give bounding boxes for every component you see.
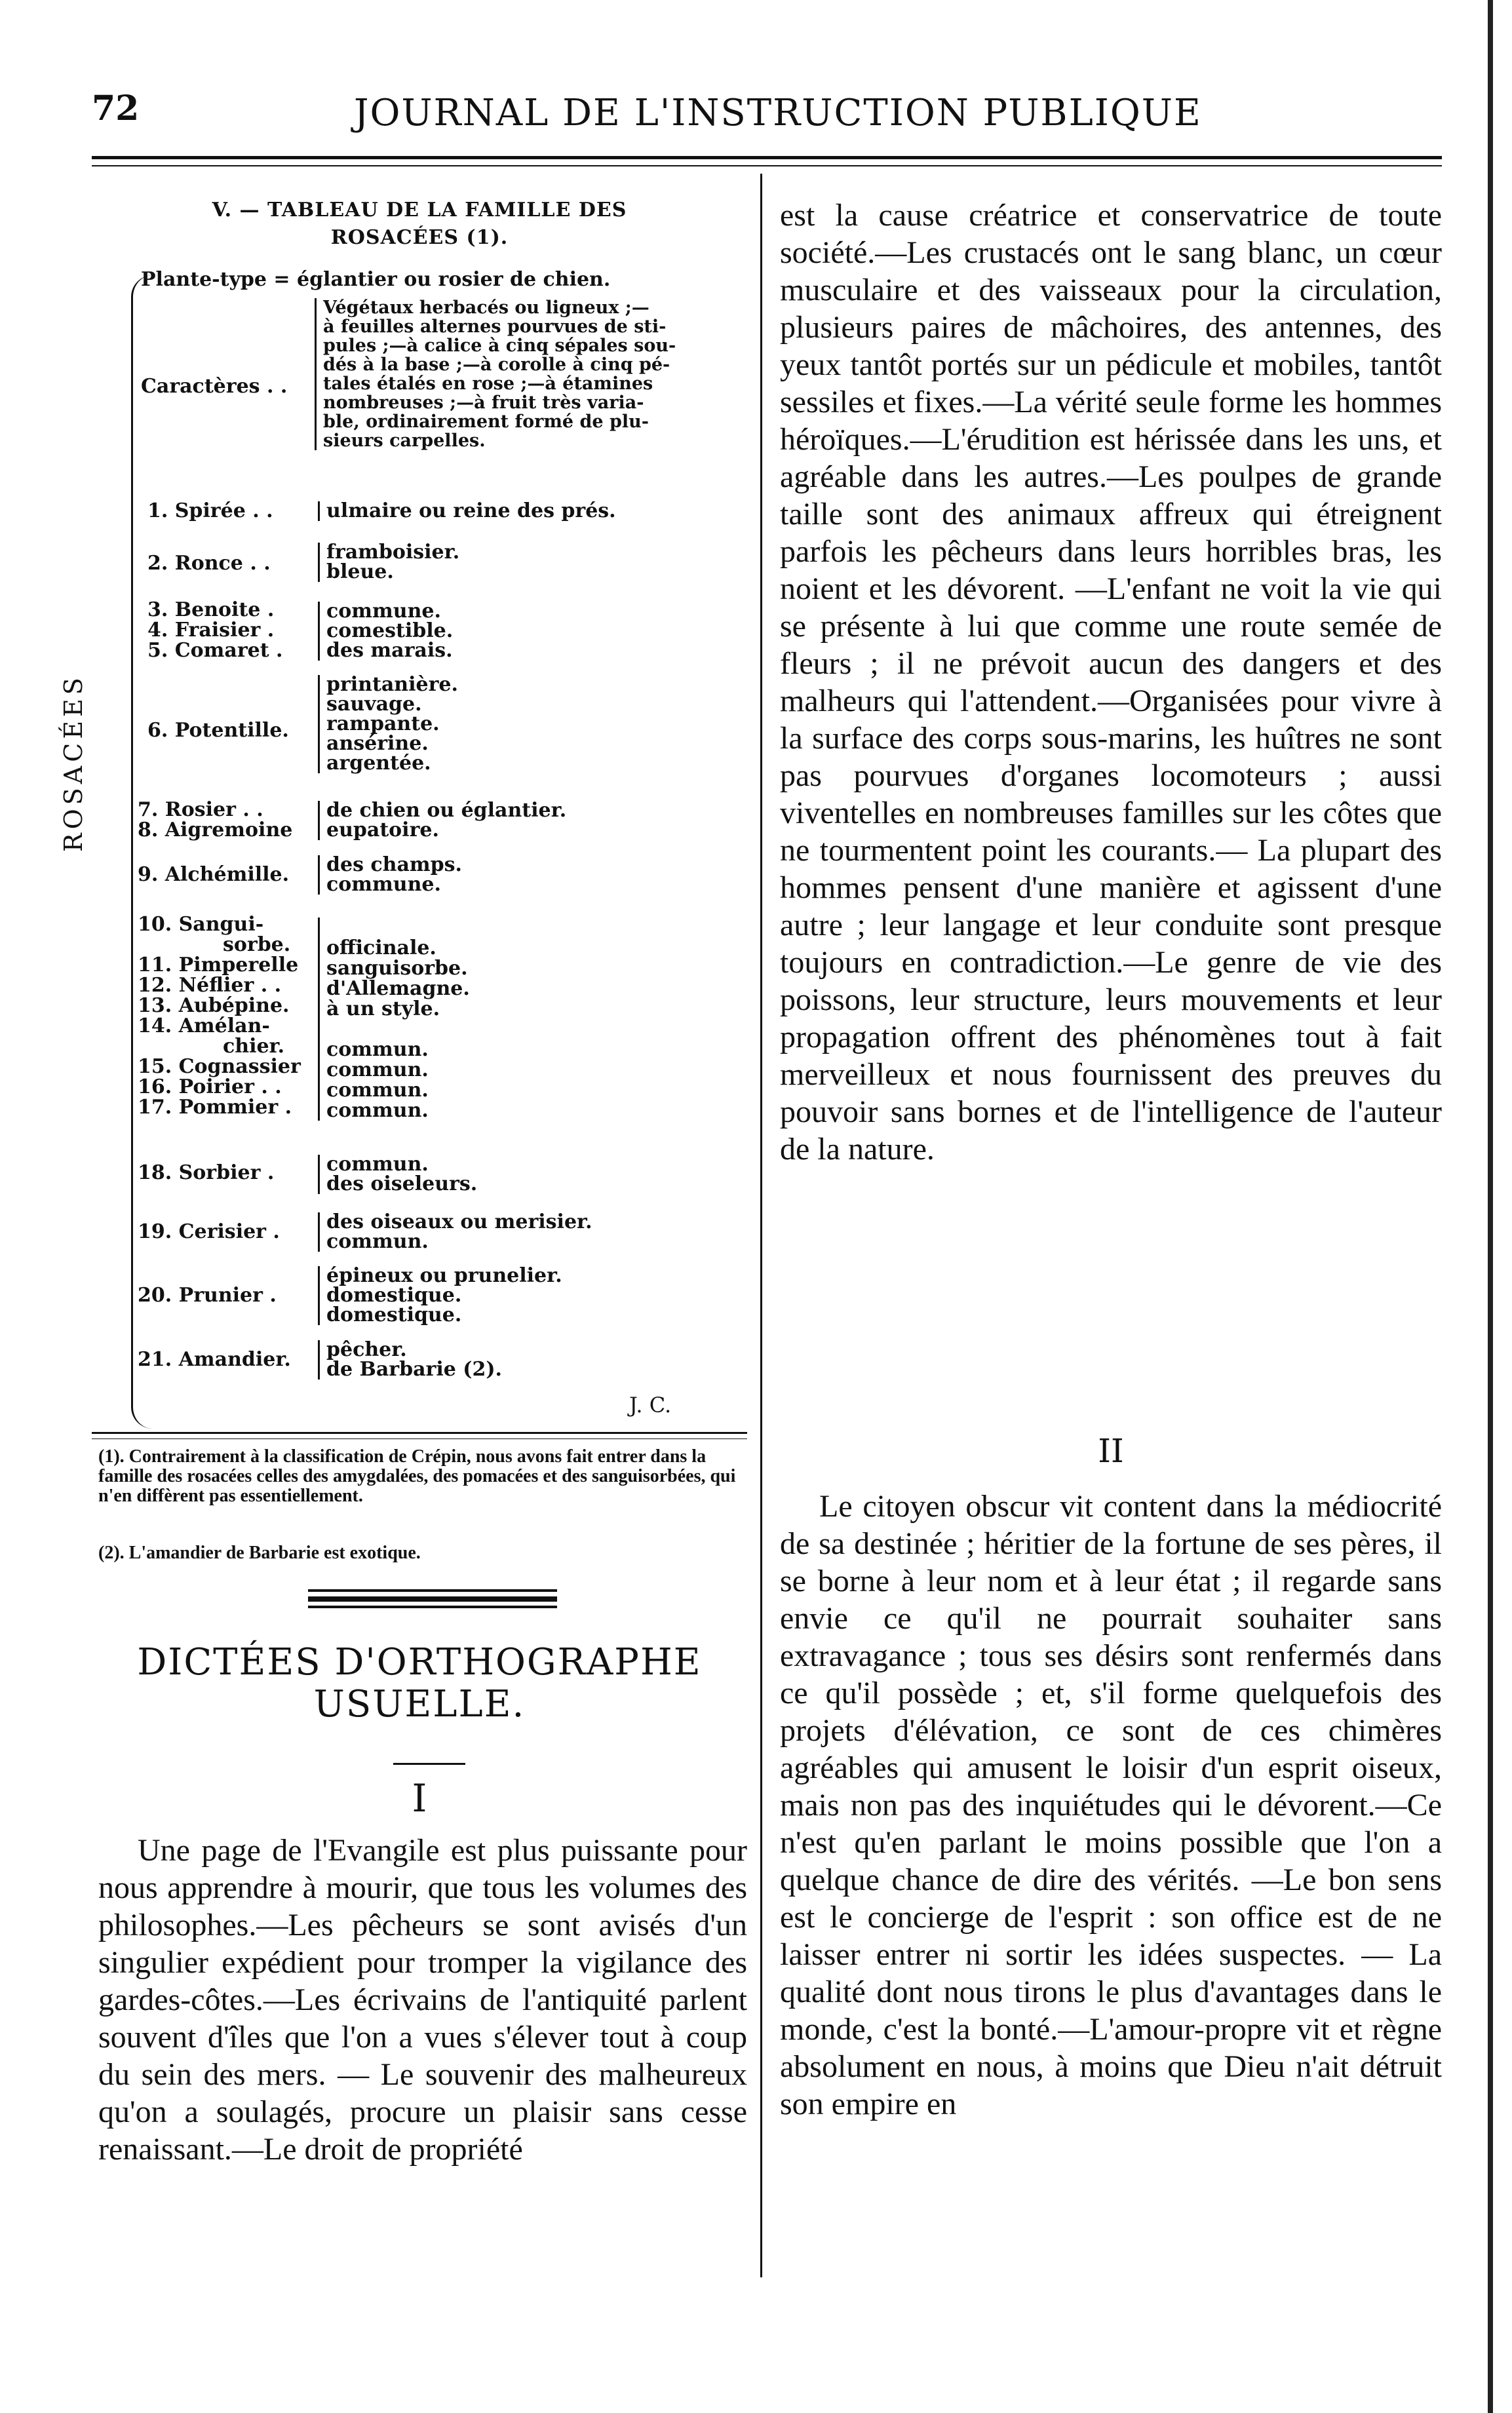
species: commune. [326,873,441,896]
table-rule [92,1432,747,1434]
spacer [326,917,470,938]
species: des oiseaux ou merisier. [326,1210,592,1233]
species: des champs. [326,853,462,876]
genus-label: 19. Cerisier . [138,1220,280,1243]
species: des marais. [326,639,453,662]
genus-labels [138,800,292,840]
family-bracket [131,275,153,1429]
species: des oiseleurs. [326,1172,478,1195]
species: comestible. [326,619,454,642]
species: framboisier. [326,541,460,564]
table-title [157,197,682,252]
species: officinale. [326,936,436,959]
genus-label: sorbe. [223,933,291,956]
species: bleue. [326,560,394,583]
species: commun. [326,1079,429,1102]
caracteres-line: Végétaux herbacés ou ligneux ;— [323,298,649,318]
table-rule-thin [92,1438,747,1439]
genus-label: 12. Néflier . . [138,974,282,997]
genus-label: 16. Poirier . . [138,1075,282,1098]
page-number: 72 [92,88,140,128]
genus-label: 7. Rosier . . [138,798,263,821]
genus-label: chier. [223,1035,285,1058]
genus-values [318,543,459,582]
genus-values [318,1266,562,1325]
short-rule [393,1763,465,1765]
genus-label: 17. Pommier . [138,1096,292,1119]
genus-values [318,1340,502,1380]
caracteres-line: sieurs carpelles. [323,431,486,451]
ornament-rule [308,1589,557,1592]
genus-label: 14. Amélan- [138,1014,270,1037]
section-title-line1: DICTÉES D'ORTHOGRAPHE [137,1641,702,1684]
caracteres-line: ble, ordinairement formé de plu- [323,412,649,432]
ornament-rule [308,1606,557,1608]
species: commun. [326,1058,429,1081]
dictation-2-text: Le citoyen obscur vit content dans la médiocrité de sa destinée ; héritier de la fortune de ses pères, il se borne à leur nom et à leur état ; il regarde sans envie ce qu'il ne pourrait souhaiter sans extravagance ; tous ses désirs sont renfermés dans ce qu'il possède ; et, s'il forme quelquefois des projets d'élévation, ce sont de ces chimères agréables qui amusent le loisir d'un esprit oiseux, mais non pas des inquiétudes qui le dévorent.—Ce n'est qu'en parlant le moins possible que l'on a quelque chance de dire des vérités. —Le bon sens est le concierge de l'esprit : son office est de ne laisser entrer ni sortir les idées suspectes. — La qualité dont nous tirons le plus d'avantages dans le monde, c'est la bonté.—L'amour-propre vit et règne absolument en nous, à moins que Dieu n'ait détruit son empire en [780,1489,1442,2121]
header-rule [92,156,1442,159]
genus-values [318,1155,477,1194]
genus-label: 3. Benoite . [147,598,275,621]
genus-label: 5. Comaret . [147,639,283,662]
species: pêcher. [326,1338,407,1361]
caracteres-line: pules ;—à calice à cinq sépales sou- [323,336,676,356]
species: commun. [326,1153,429,1176]
footnote-1: (1). Contrairement à la classification de Crépin, nous avons fait entrer dans la famille des rosacées celles des amygdalées, des pomacées et des sanguisorbées, qui n'en diffèrent pas essentiellement. [98,1446,736,1506]
caracteres-line: à feuilles alternes pourvues de sti- [323,317,667,337]
dictation-1-text-right: est la cause créatrice et conservatrice de toute société.—Les crustacés ont le sang blanc, un cœur musculaire et des vaisseaux pour la circulation, plusieurs paires de mâchoires, des antennes, des yeux tantôt portés sur un pédicule et mobiles, tantôt sessiles et fixes.—La vérité seule forme les hommes héroïques.—L'érudition est hérissée dans les uns, et agréable dans les autres.—Les poulpes de grande taille sont des animaux affreux qui étreignent parfois les pêcheurs dans leurs horribles bras, les noient et les dévorent. —L'enfant ne voit la vie qui se présente à lui que comme une route semée de fleurs ; il ne prévoit aucun des dangers et des malheurs qui l'attendent.—Organisées pour vivre à la surface des corps sous-marins, les huîtres ne sont pas pourvues d'organes locomoteurs ; aussi viventelles en nombreuses familles sur les côtes que ne tourmentent point les courants.— La plupart des hommes pensent d'une manière et agissent d'une autre ; leur langage et leur conduite sont presque toujours en contradiction.—Le genre de vie des poissons, leur structure, leurs mouvements et leur propagation offrent des phénomènes tout à fait merveilleux et nous fournissent des preuves du pouvoir sans bornes et de l'intelligence de l'auteur de la nature. [780,198,1442,1167]
table-title-line2: ROSACÉES (1). [330,226,509,249]
genus-values [318,855,462,895]
column-divider [760,174,762,2277]
journal-title: JOURNAL DE L'INSTRUCTION PUBLIQUE [354,92,1202,134]
genus-label: 2. Ronce . . [147,552,271,575]
genus-values [318,917,470,1121]
genus-values [318,602,453,661]
species: rampante. [326,712,440,735]
genus-labels [138,914,301,1117]
species: printanière. [326,673,458,696]
genus-label: 6. Potentille. [147,719,289,742]
caracteres-label: Caractères . . [141,375,288,398]
table-signature: J. C. [629,1393,672,1418]
page-edge [1488,0,1493,2413]
genus-labels [147,600,282,661]
genus-label: 21. Amandier. [138,1348,291,1371]
dictation-number-1: I [412,1776,427,1821]
genus-label: 4. Fraisier . [147,619,275,642]
genus-values [318,1212,592,1252]
species: argentée. [326,752,431,775]
species: d'Allemagne. [326,977,470,1000]
ornament-rule [308,1596,557,1602]
footnote-2: (2). L'amandier de Barbarie est exotique. [98,1543,421,1563]
section-title [92,1642,747,1726]
species: ulmaire ou reine des prés. [326,499,616,522]
header-rule-thin [92,165,1442,166]
table-title-line1: V. — TABLEAU DE LA FAMILLE DES [212,199,627,222]
genus-values [318,675,458,773]
species: épineux ou prunelier. [326,1264,562,1287]
genus-label: 15. Cognassier [138,1055,301,1078]
species: sanguisorbe. [326,957,468,980]
genus-label: 13. Aubépine. [138,994,290,1017]
caracteres-line: tales étalés en rose ;—à étamines [323,374,653,394]
genus-label: 11. Pimperelle [138,954,299,976]
species: de chien ou églantier. [326,799,567,822]
caracteres-text [315,298,676,450]
dictation-number-2: II [1098,1432,1124,1470]
spacer [326,1019,470,1039]
genus-label: 18. Sorbier . [138,1161,275,1184]
species: ansérine. [326,732,429,755]
species: commun. [326,1038,429,1061]
genus-label: 10. Sangui- [138,913,264,936]
genus-label: 20. Prunier . [138,1284,277,1307]
species: commun. [326,1230,429,1253]
species: sauvage. [326,693,422,716]
genus-values [318,501,616,521]
species: eupatoire. [326,819,439,841]
dictation-1-text-left: Une page de l'Evangile est plus puissante pour nous apprendre à mourir, que tous les volumes des philosophes.—Les pêcheurs se sont avisés d'un singulier expédient pour tromper la vigilance des gardes-côtes.—Les écrivains de l'antiquité parlent souvent d'îles que l'on a vues s'élever tout à coup du sein des mers. — Le souvenir des malheureux qu'on a soulagés, procure un plaisir sans cesse renaissant.—Le droit de propriété [98,1833,747,2167]
species: de Barbarie (2). [326,1358,502,1381]
species: commune. [326,600,441,623]
family-side-label: ROSACÉES [59,674,88,852]
species: domestique. [326,1284,462,1307]
genus-label: 1. Spirée . . [147,499,273,522]
section-title-line2: USUELLE. [313,1683,526,1726]
species: à un style. [326,997,440,1020]
genus-label: 9. Alchémille. [138,863,290,886]
caracteres-line: nombreuses ;—à fruit très varia- [323,393,644,413]
plante-type: Plante-type = églantier ou rosier de chien. [141,268,611,291]
genus-values [318,801,566,840]
genus-label: 8. Aigremoine [138,819,293,841]
species: commun. [326,1099,429,1122]
species: domestique. [326,1303,462,1326]
caracteres-line: dés à la base ;—à corolle à cinq pé- [323,355,670,375]
